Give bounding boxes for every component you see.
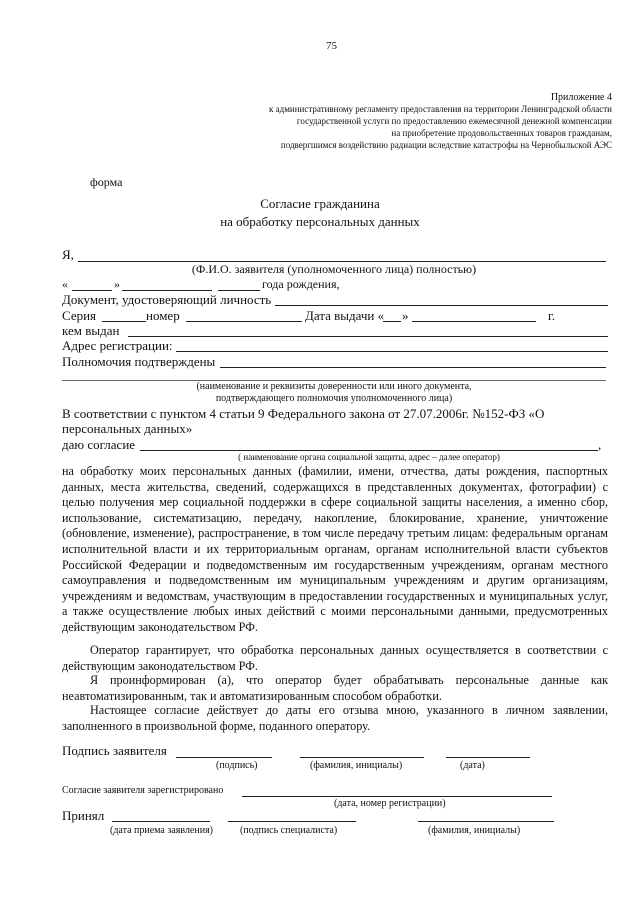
birth-open-quote: « — [62, 277, 68, 291]
accepted-label: Принял — [62, 808, 105, 823]
consent-label: даю согласие — [62, 437, 136, 452]
address-field[interactable] — [176, 351, 608, 352]
powers-caption-1: (наименование и реквизиты доверенности или иного документа, — [196, 381, 472, 392]
birth-close-quote: » — [114, 277, 120, 291]
issue-month-field[interactable] — [412, 321, 536, 322]
informed-paragraph: Я проинформирован (а), что оператор будет обрабатывать персональные данные как неавтоматизированным, так и автоматизированным способом обработки. — [62, 673, 608, 703]
powers-caption-2: подтверждающего полномочия уполномоченного лица) — [215, 393, 453, 404]
operator-caption: ( наименование органа социальной защиты, адрес – далее оператор) — [238, 452, 500, 462]
main-paragraph: на обработку моих персональных данных (фамилии, имени, отчества, даты рождения, паспортных данных, места жительства, сведений, содержащихся в представленных документах, фотографии) с целью получения мер социальной поддержки в сфере социальной защиты населения, а именно сбор, использование, систематизацию, передачу, накопление, блокирование, хранение, уничтожение (обновление, изменение), распространение, в том числе передачу третьим лицам: федеральным органам исполнительной власти и их территориальным органам, органам исполнительной власти субъектов Российской Федерации и подведомственным им государственным учреждениям, органам местного самоуправления и подведомственным им муниципальным учреждениям и другим организациям, учреждениям и ведомствам, участвующим в предоставлении государственных и муниципальных услуг, а также осуществление любых иных действий с моими персональными данными, предусмотренных действующим законодательством РФ. — [62, 464, 608, 634]
accepted-name-field[interactable] — [418, 821, 554, 822]
law-line-2: персональных данных» — [62, 421, 193, 436]
document-label: Документ, удостоверяющий личность — [62, 292, 272, 307]
issue-date-quote: » — [402, 308, 409, 323]
accepted-name-caption: (фамилия, инициалы) — [428, 825, 521, 836]
operator-field[interactable] — [140, 450, 598, 451]
birth-day-field[interactable] — [72, 290, 112, 291]
appendix-line-2: государственной услуги по предоставлению ежемесячной денежной компенсации — [296, 116, 612, 126]
accepted-signature-field[interactable] — [228, 821, 356, 822]
number-field[interactable] — [186, 321, 302, 322]
issue-date-label: Дата выдачи « — [305, 308, 385, 323]
address-label: Адрес регистрации: — [62, 338, 173, 353]
appendix-line-4: подвергшимся воздействию радиации вследствие катастрофы на Чернобыльской АЭС — [280, 140, 612, 150]
valid-until-paragraph: Настоящее согласие действует до даты его отзыва мною, указанного в личном заявлении, заполненного в произвольной форме, поданного оператору. — [62, 703, 608, 733]
registered-caption: (дата, номер регистрации) — [334, 798, 446, 809]
law-line-1: В соответствии с пунктом 4 статьи 9 Федерального закона от 27.07.2006г. №152-ФЗ «О — [62, 406, 545, 421]
birth-suffix: года рождения, — [262, 277, 340, 291]
registered-label: Согласие заявителя зарегистрировано — [62, 785, 224, 796]
issued-by-field[interactable] — [128, 336, 608, 337]
title-line-2: на обработку персональных данных — [220, 214, 420, 229]
year-suffix: г. — [548, 308, 556, 323]
number-label: номер — [146, 308, 180, 323]
appendix-title: Приложение 4 — [550, 92, 612, 103]
title-line-1: Согласие гражданина — [260, 196, 380, 211]
signature-date-field[interactable] — [446, 757, 530, 758]
signature-name-caption: (фамилия, инициалы) — [310, 760, 403, 771]
signature-date-caption: (дата) — [460, 760, 485, 771]
signature-label: Подпись заявителя — [62, 743, 167, 758]
operator-guarantee: Оператор гарантирует, что обработка персональных данных осуществляется в соответствии с действующим законодательством РФ. — [62, 643, 608, 673]
accepted-date-field[interactable] — [112, 821, 210, 822]
fio-caption: (Ф.И.О. заявителя (уполномоченного лица) полностью) — [191, 262, 477, 276]
accepted-signature-caption: (подпись специалиста) — [240, 825, 338, 836]
signature-field[interactable] — [176, 757, 272, 758]
consent-comma: , — [598, 437, 602, 452]
page-number: 75 — [326, 40, 337, 52]
registered-field[interactable] — [242, 796, 552, 797]
form-label: форма — [90, 175, 123, 189]
birth-year-field[interactable] — [218, 290, 260, 291]
signature-name-field[interactable] — [300, 757, 424, 758]
birth-month-field[interactable] — [122, 290, 212, 291]
document-field[interactable] — [275, 305, 608, 306]
signature-caption: (подпись) — [216, 760, 258, 771]
appendix-line-3: на приобретение продовольственных товаров гражданам, — [391, 128, 612, 138]
powers-label: Полномочия подтверждены — [62, 354, 216, 369]
powers-field[interactable] — [220, 367, 606, 368]
label-ya: Я, — [62, 247, 74, 262]
series-label: Серия — [62, 308, 97, 323]
issued-by-label: кем выдан — [62, 323, 120, 338]
appendix-line-1: к административному регламенту предоставления на территории Ленинградской области — [269, 104, 612, 114]
issue-day-field[interactable] — [383, 321, 401, 322]
accepted-date-caption: (дата приема заявления) — [110, 825, 214, 836]
series-field[interactable] — [102, 321, 146, 322]
